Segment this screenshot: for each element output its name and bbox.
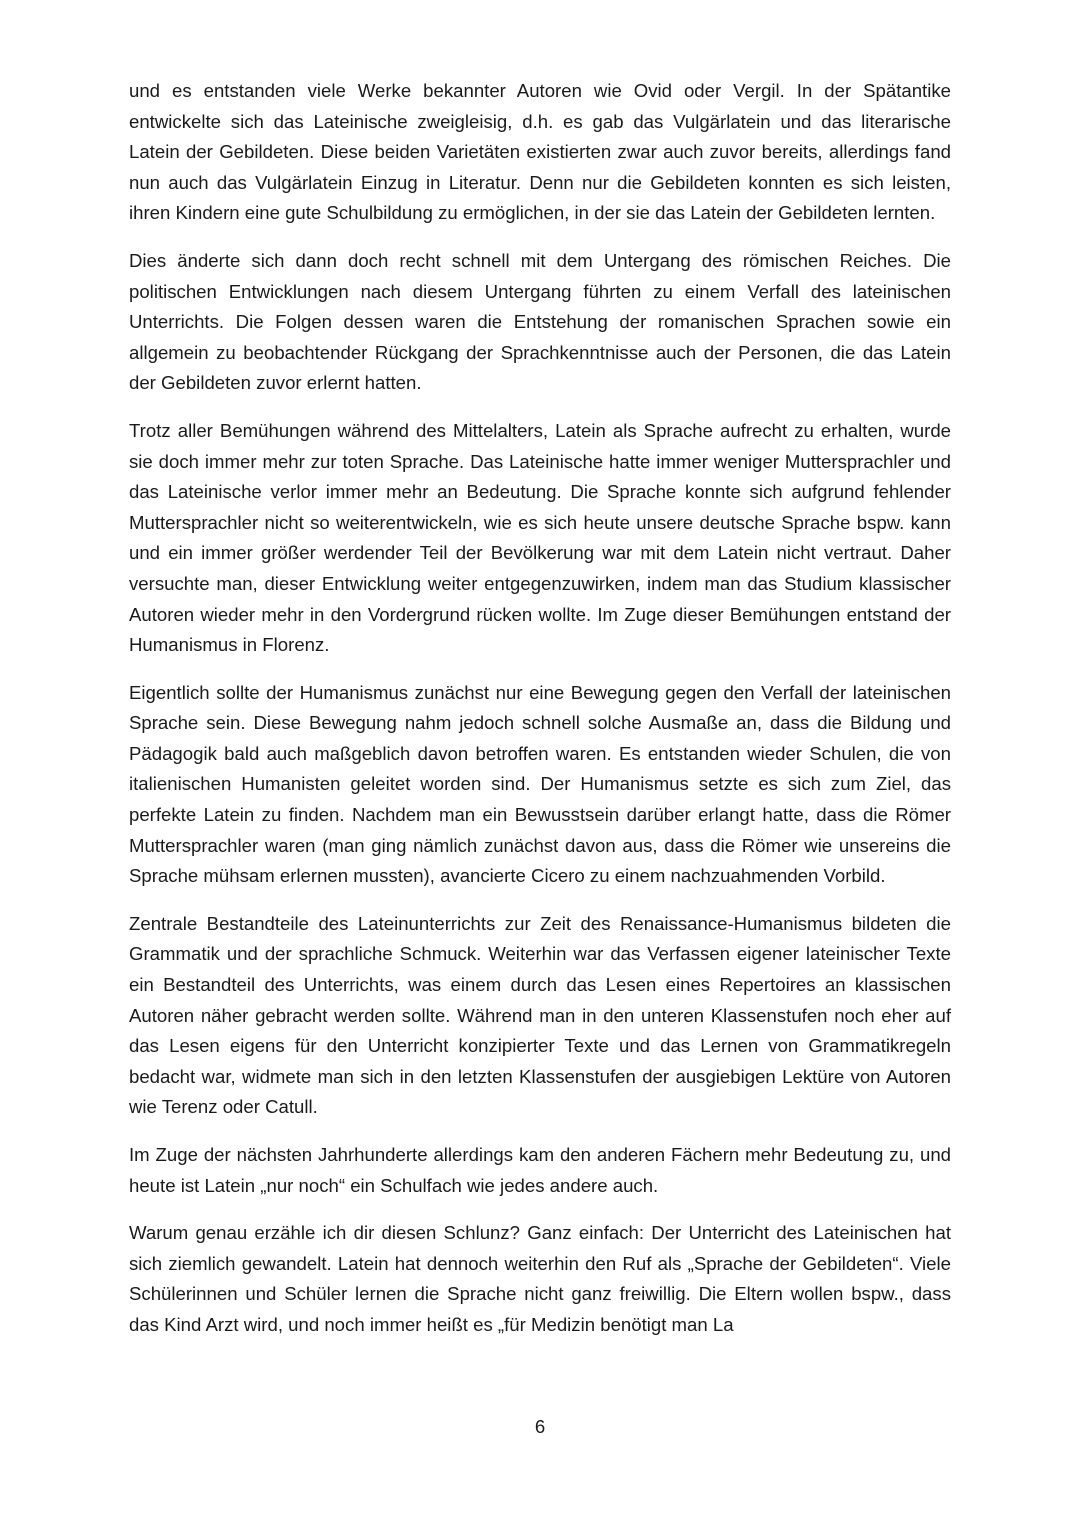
paragraph-2: Dies änderte sich dann doch recht schnell mit dem Untergang des römischen Reiches. Die politischen Entwicklungen nach diesem Untergang führten zu einem Verfall des lateinischen Unterrichts. Die Folgen dessen waren die Entstehung der romanischen Sprachen sowie ein allgemein zu beobachtender Rückgang der Sprachkenntnisse auch der Personen, die das Latein der Gebildeten zuvor erlernt hatten. <box>129 249 951 394</box>
page-number: 6 <box>534 1416 546 1437</box>
paragraph-4: Eigentlich sollte der Humanismus zunächst nur eine Bewegung gegen den Verfall der lateinischen Sprache sein. Diese Bewegung nahm jedoch schnell solche Ausmaße an, dass die Bildung und Pädagogik bald auch maßgeblich davon betroffen waren. Es entstanden wieder Schulen, die von italienischen Humanisten geleitet worden sind. Der Humanismus setzte es sich zum Ziel, das perfekte Latein zu finden. Nachdem man ein Bewusstsein darüber erlangt hatte, dass die Römer Muttersprachler waren (man ging nämlich zunächst davon aus, dass die Römer wie unsereins die Sprache mühsam erlernen mussten), avancierte Cicero zu einem nachzuahmenden Vorbild. <box>129 681 951 887</box>
paragraph-3: Trotz aller Bemühungen während des Mittelalters, Latein als Sprache aufrecht zu erhalten, wurde sie doch immer mehr zur toten Sprache. Das Lateinische hatte immer weniger Muttersprachler und das Lateinische verlor immer mehr an Bedeutung. Die Sprache konnte sich aufgrund fehlender Muttersprachler nicht so weiterentwickeln, wie es sich heute unsere deutsche Sprache bspw. kann und ein immer größer werdender Teil der Bevölkerung war mit dem Latein nicht vertraut. Daher versuchte man, dieser Entwicklung weiter entgegenzuwirken, indem man das Studium klassischer Autoren wieder mehr in den Vordergrund rücken wollte. Im Zuge dieser Bemühungen entstand der Humanismus in Florenz. <box>129 419 951 656</box>
paragraph-7: Warum genau erzähle ich dir diesen Schlunz? Ganz einfach: Der Unterricht des Lateinischen hat sich ziemlich gewandelt. Latein hat dennoch weiterhin den Ruf als „Sprache der Gebildeten“. Viele Schülerinnen und Schüler lernen die Sprache nicht ganz freiwillig. Die Eltern wollen bspw., dass das Kind Arzt wird, und noch immer heißt es „für Medizin benötigt man La <box>129 1222 951 1335</box>
paragraph-5: Zentrale Bestandteile des Lateinunterrichts zur Zeit des Renaissance-Humanismus bildeten die Grammatik und der sprachliche Schmuck. Weiterhin war das Verfassen eigener lateinischer Texte ein Bestandteil des Unterrichts, was einem durch das Lesen eines Repertoires an klassischen Autoren näher gebracht werden sollte. Während man in den unteren Klassenstufen noch eher auf das Lesen eigens für den Unterricht konzipierter Texte und das Lernen von Grammatikregeln bedacht war, widmete man sich in den letzten Klassenstufen der ausgiebigen Lektüre von Autoren wie Terenz oder Catull. <box>129 912 951 1118</box>
paragraph-6: Im Zuge der nächsten Jahrhunderte allerdings kam den anderen Fächern mehr Bedeutung zu, und heute ist Latein „nur noch“ ein Schulfach wie jedes andere auch. <box>129 1144 951 1196</box>
paragraph-1: und es entstanden viele Werke bekannter Autoren wie Ovid oder Vergil. In der Spätantike entwickelte sich das Lateinische zweigleisig, d.h. es gab das Vulgärlatein und das literarische Latein der Gebildeten. Diese beiden Varietäten existierten zwar auch zuvor bereits, allerdings fand nun auch das Vulgärlatein Einzug in Literatur. Denn nur die Gebildeten konnten es sich leisten, ihren Kindern eine gute Schulbildung zu ermöglichen, in der sie das Latein der Gebildeten lernten. <box>129 80 951 224</box>
body-text <box>129 76 951 1358</box>
